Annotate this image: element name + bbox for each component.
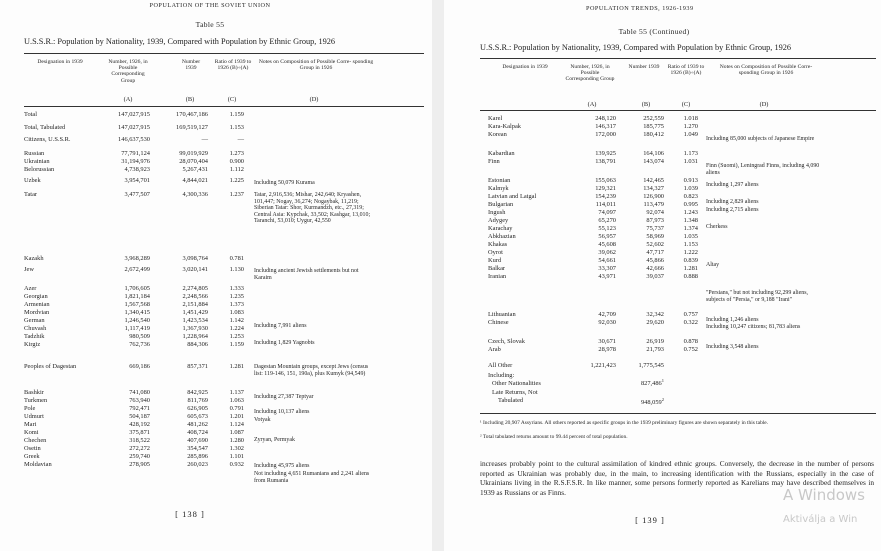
ratio-value: 0.791 xyxy=(229,405,244,412)
ratio-value: 1.101 xyxy=(229,453,244,460)
nationality-name: Komi xyxy=(24,429,39,436)
value-1939: 2,248,566 xyxy=(182,293,208,300)
col-letter-c: (C) xyxy=(227,96,237,103)
rule-top xyxy=(480,58,876,59)
ratio-value: 1.201 xyxy=(229,413,244,420)
value-1926: 138,791 xyxy=(595,158,616,165)
ratio-value: 1.173 xyxy=(683,150,698,157)
value-1939: 164,106 xyxy=(643,150,664,157)
rule-header xyxy=(24,106,424,107)
ratio-value: 1.273 xyxy=(229,150,244,157)
value-1926: 28,978 xyxy=(598,346,616,353)
page-number-left: [ 138 ] xyxy=(175,509,205,519)
value-1939: 1,451,429 xyxy=(182,309,208,316)
col-letter-d: (D) xyxy=(309,96,319,103)
value-1939: 4,844,021 xyxy=(182,177,208,184)
col-header-c: Ratio of 1939 to 1926 (B)÷(A) xyxy=(667,64,705,77)
ratio-value: 0.757 xyxy=(683,311,698,318)
value-1926: 4,738,923 xyxy=(124,166,150,173)
col-header-a: Number, 1926, in Possible Corresponding Group xyxy=(565,64,615,83)
nationality-name: Khakas xyxy=(488,241,508,248)
nationality-name: Abkhazian xyxy=(488,233,516,240)
nationality-name: Karachay xyxy=(488,225,513,232)
value-1926: 56,957 xyxy=(598,233,616,240)
value-1939: 5,267,431 xyxy=(182,166,208,173)
value-1939: 99,019,929 xyxy=(179,150,208,157)
col-letter-c: (C) xyxy=(681,101,691,108)
value-1926: 3,954,701 xyxy=(124,177,150,184)
page-number-right: [ 139 ] xyxy=(635,515,665,525)
value-1926: 77,791,124 xyxy=(121,150,150,157)
nationality-name: Chinese xyxy=(488,319,509,326)
value-1926: 1,340,415 xyxy=(124,309,150,316)
value-1926: 428,192 xyxy=(129,421,150,428)
rule-header xyxy=(480,110,876,111)
page-gutter xyxy=(432,0,444,551)
ratio-value: 0.900 xyxy=(229,158,244,165)
note-oyrot: Altay xyxy=(706,262,720,268)
ratio-value: 1.243 xyxy=(683,209,698,216)
value-1926: 92,030 xyxy=(598,319,616,326)
value-1926: 39,062 xyxy=(598,249,616,256)
value-1926: 114,011 xyxy=(595,201,616,208)
ratio-value: 1.159 xyxy=(229,341,244,348)
nationality-name: Russian xyxy=(24,150,45,157)
ratio-value: 1.373 xyxy=(229,301,244,308)
ratio-value: 0.913 xyxy=(683,177,698,184)
value-1926: 3,477,507 xyxy=(124,191,150,198)
nationality-name: Osetin xyxy=(24,445,41,452)
right-page xyxy=(444,0,881,551)
value-1939: 143,074 xyxy=(643,158,664,165)
value-1926: 30,671 xyxy=(598,338,616,345)
value-1939: 180,412 xyxy=(643,131,664,138)
nationality-name: Latvian and Latgal xyxy=(488,193,537,200)
col-header-designation: Designation in 1939 xyxy=(502,64,548,70)
nationality-name: Kalmyk xyxy=(488,185,509,192)
nationality-name: Ingush xyxy=(488,209,506,216)
value-1939: 126,900 xyxy=(643,193,664,200)
nationality-name: Finn xyxy=(488,158,500,165)
value-1926: 1,117,419 xyxy=(124,325,150,332)
ratio-value: 1.130 xyxy=(229,266,244,273)
ratio-value: 1.087 xyxy=(229,429,244,436)
ratio-value: 1.063 xyxy=(229,397,244,404)
ratio-value: 0.781 xyxy=(229,255,244,262)
ratio-value: 0.839 xyxy=(683,257,698,264)
value-1926: 1,246,540 xyxy=(124,317,150,324)
ratio-value: 0.823 xyxy=(683,193,698,200)
value-1939: 354,547 xyxy=(187,445,208,452)
value-1926: 375,871 xyxy=(129,429,150,436)
ratio-value: 1.035 xyxy=(683,233,698,240)
ratio-value: 1.222 xyxy=(683,249,698,256)
ratio-value: 0.995 xyxy=(683,201,698,208)
note-tatar: Tatar, 2,916,536; Mishar, 242,640; Kryashen, 101,447; Nogay, 36,274; Nogaybak, 11,219; Siberian Tatar: Shor, Kurmandzh, etc., 27,319; Central Asia: Kypchak, 33,502; Kashgar, 13,010; Taranchi, 53,010; Uygur, 42,550 xyxy=(254,192,371,225)
ratio-value: 1.280 xyxy=(229,437,244,444)
ratio-value: 1.253 xyxy=(229,333,244,340)
note-czech: Including 3,548 aliens xyxy=(706,344,759,350)
nationality-name: Chuvash xyxy=(24,325,47,332)
value-1926: 741,080 xyxy=(129,389,150,396)
table-caption: U.S.S.R.: Population by Nationality, 1939, Compared with Population by Ethnic Group, 1926 xyxy=(480,43,792,52)
nationality-name: Korean xyxy=(488,131,507,138)
value-1939: 1,423,534 xyxy=(182,317,208,324)
value-1926: 763,940 xyxy=(129,397,150,404)
value-1939: 2,151,884 xyxy=(182,301,208,308)
ratio-value: 1.281 xyxy=(683,265,698,272)
ratio-value: 1.348 xyxy=(683,217,698,224)
value-1926: 504,187 xyxy=(129,413,150,420)
nationality-name: Iranian xyxy=(488,273,507,280)
rule-bottom xyxy=(480,413,876,414)
value-1926: 980,509 xyxy=(129,333,150,340)
sub-other-nationalities-b: 827,486$^1$ xyxy=(640,377,664,387)
value-1926: 272,272 xyxy=(129,445,150,452)
ratio-value: 1.031 xyxy=(683,158,698,165)
ratio-value: 0.932 xyxy=(229,461,244,468)
nationality-name: Kurd xyxy=(488,257,502,264)
value-1926: 146,637,530 xyxy=(118,136,150,143)
ratio-value: 1.235 xyxy=(229,293,244,300)
nationality-name: Armenian xyxy=(24,301,50,308)
nationality-name: Kara-Kalpak xyxy=(488,123,521,130)
note-pole: Including 10,137 aliens xyxy=(254,409,310,415)
nationality-name: Mari xyxy=(24,421,37,428)
value-1926: 2,672,499 xyxy=(124,266,150,273)
value-1939: 842,925 xyxy=(187,389,208,396)
note-latvian: Including 2,829 aliens xyxy=(706,199,759,205)
nationality-name: Tatar xyxy=(24,191,38,198)
value-1939: 857,371 xyxy=(187,363,208,370)
value-1939: 42,666 xyxy=(646,265,664,272)
note-bulgarian: Including 2,715 aliens xyxy=(706,207,759,213)
value-1926: 129,321 xyxy=(595,185,616,192)
ratio-value: 1.159 xyxy=(229,111,244,118)
ratio-value: 1.112 xyxy=(229,166,244,173)
note-greek: Including 45,975 aliens xyxy=(254,463,310,469)
note-komi: Zyryan, Permyak xyxy=(254,437,295,443)
windows-activation-watermark-text: Aktiválja a Win xyxy=(783,514,858,525)
value-1926: 33,307 xyxy=(598,265,616,272)
nationality-name: All Other xyxy=(488,362,513,369)
value-1926: 43,971 xyxy=(598,273,616,280)
value-1939: — xyxy=(201,136,208,143)
value-1939: 605,673 xyxy=(187,413,208,420)
value-1926: 74,097 xyxy=(598,209,616,216)
note-udmurt: Votyak xyxy=(254,417,271,423)
col-header-a: Number, 1926, in Possible Corresponding Group xyxy=(108,59,148,84)
ratio-value: 1.333 xyxy=(229,285,244,292)
note-chinese: Including 10,247 citizens; 81,783 aliens xyxy=(706,324,801,330)
nationality-name: Kabardian xyxy=(488,150,515,157)
value-1939: 884,306 xyxy=(187,341,208,348)
nationality-name: Kirgiz xyxy=(24,341,41,348)
body-paragraph: increases probably point to the cultural assimilation of kindred ethnic groups. Conversely, the decrease in the number of persons reported as Ukrainian was probably due, in the main, to increasing identification with the Russians, especially in the case of Ukrainians living in the R.S.F.S.R. In like manner, some persons formerly reported as Karelians may have described themselves in 1939 as Russians or as Finns. xyxy=(480,459,874,497)
value-1939: 1,228,964 xyxy=(182,333,208,340)
nationality-name: Citizens, U.S.S.R. xyxy=(24,136,71,143)
note-estonian: Including 1,297 aliens xyxy=(706,182,759,188)
value-1939: 185,775 xyxy=(643,123,664,130)
value-1926: 139,925 xyxy=(595,150,616,157)
value-1939: 252,559 xyxy=(643,115,664,122)
value-1926: 146,317 xyxy=(595,123,616,130)
note-dagestan: Dagestan Mountain groups, except Jews (census list: 119-146, 151, 190a), plus Kumyk (94,549) xyxy=(254,364,369,377)
value-1926: 259,740 xyxy=(129,453,150,460)
value-1939: 1,367,930 xyxy=(182,325,208,332)
value-1939: 4,300,336 xyxy=(182,191,208,198)
value-1926: 1,567,568 xyxy=(124,301,150,308)
value-1939: 134,327 xyxy=(643,185,664,192)
value-1939: 75,737 xyxy=(646,225,664,232)
col-header-d: Notes on Composition of Possible Corre- sponding Group in 1926 xyxy=(719,64,813,77)
footnote-2: ² Total tabulated returns amount to 99.44 percent of total population. xyxy=(480,434,628,440)
nationality-name: Georgian xyxy=(24,293,48,300)
note-tadzhik: Including 1,829 Yagnobts xyxy=(254,340,315,346)
running-head: POPULATION TRENDS, 1926-1939 xyxy=(586,5,694,12)
value-1939: 52,602 xyxy=(646,241,664,248)
value-1926: 54,661 xyxy=(598,257,616,264)
nationality-name: Belorussian xyxy=(24,166,55,173)
value-1939: 58,969 xyxy=(646,233,664,240)
note-german: Including 7,991 aliens xyxy=(254,323,307,329)
footnote-1: ¹ Including 20,907 Assyrians. All others reported as specific groups in the 1939 preliminary figures are shown separately in this table. xyxy=(480,420,769,426)
nationality-name: Mordvian xyxy=(24,309,50,316)
col-letter-a: (A) xyxy=(123,96,133,103)
ratio-value: — xyxy=(237,136,244,143)
value-1939: 260,023 xyxy=(187,461,208,468)
nationality-name: Greek xyxy=(24,453,40,460)
nationality-name: Arab xyxy=(488,346,501,353)
value-1939: 3,098,764 xyxy=(182,255,208,262)
value-1939: 47,717 xyxy=(646,249,664,256)
value-1939: 28,070,404 xyxy=(179,158,208,165)
ratio-value: 1.018 xyxy=(683,115,698,122)
ratio-value: 1.142 xyxy=(229,317,244,324)
sub-other-nationalities: Other Nationalities xyxy=(492,380,541,387)
value-1926: 278,905 xyxy=(129,461,150,468)
note-jew: Including ancient Jewish settlements but not Karaim xyxy=(254,268,359,281)
nationality-name: Balkar xyxy=(488,265,506,272)
value-1939: 1,775,545 xyxy=(638,362,664,369)
sub-tabulated-b: 948,059$^2$ xyxy=(640,396,664,406)
value-1939: 29,620 xyxy=(646,319,664,326)
note-lithuanian: Including 1,246 aliens xyxy=(706,317,759,323)
col-header-b: Number 1939 xyxy=(181,59,201,72)
ratio-value: 0.322 xyxy=(683,319,698,326)
ratio-value: 1.049 xyxy=(683,131,698,138)
value-1939: 811,769 xyxy=(187,397,208,404)
rule-top xyxy=(24,53,424,54)
nationality-name: Ukrainian xyxy=(24,158,50,165)
nationality-name: Moldavian xyxy=(24,461,52,468)
ratio-value: 0.888 xyxy=(683,273,698,280)
value-1939: 170,467,186 xyxy=(176,111,208,118)
ratio-value: 1.237 xyxy=(229,191,244,198)
ratio-value: 1.153 xyxy=(229,124,244,131)
nationality-name: Uzbek xyxy=(24,177,41,184)
ratio-value: 1.270 xyxy=(683,123,698,130)
nationality-name: Udmurt xyxy=(24,413,44,420)
value-1926: 1,706,605 xyxy=(124,285,150,292)
value-1926: 155,063 xyxy=(595,177,616,184)
value-1939: 285,896 xyxy=(187,453,208,460)
value-1926: 792,471 xyxy=(129,405,150,412)
value-1939: 45,866 xyxy=(646,257,664,264)
ratio-value: 1.137 xyxy=(229,389,244,396)
ratio-value: 1.124 xyxy=(229,421,244,428)
value-1939: 113,479 xyxy=(643,201,664,208)
value-1926: 147,027,915 xyxy=(118,111,150,118)
ratio-value: 0.878 xyxy=(683,338,698,345)
col-letter-a: (A) xyxy=(587,101,597,108)
col-header-d: Notes on Composition of Possible Corre- sponding Group in 1926 xyxy=(258,59,374,72)
ratio-value: 0.752 xyxy=(683,346,698,353)
value-1926: 318,522 xyxy=(129,437,150,444)
col-letter-b: (B) xyxy=(641,101,651,108)
value-1926: 172,000 xyxy=(595,131,616,138)
nationality-name: Jew xyxy=(24,266,34,273)
sub-tabulated: Tabulated xyxy=(498,397,524,404)
ratio-value: 1.083 xyxy=(229,309,244,316)
col-letter-b: (B) xyxy=(185,96,195,103)
value-1939: 142,465 xyxy=(643,177,664,184)
sub-including: Including: xyxy=(488,372,515,379)
value-1926: 1,221,423 xyxy=(590,362,616,369)
value-1939: 39,037 xyxy=(646,273,664,280)
table-number: Table 55 xyxy=(195,20,225,29)
note-bashkir: Including 27,387 Teptyar xyxy=(254,394,314,400)
value-1939: 92,074 xyxy=(646,209,664,216)
table-caption: U.S.S.R.: Population by Nationality, 1939, Compared with Population by Ethnic Group, 1926 xyxy=(24,37,336,46)
col-letter-d: (D) xyxy=(759,101,769,108)
note-finn: Finn (Suomi), Leningrad Finns, including 4,090 aliens xyxy=(706,163,820,176)
value-1926: 669,186 xyxy=(129,363,150,370)
nationality-name: Chechen xyxy=(24,437,47,444)
nationality-name: Lithuanian xyxy=(488,311,516,318)
value-1926: 762,736 xyxy=(129,341,150,348)
value-1939: 626,905 xyxy=(187,405,208,412)
note-adygey: Cherkess xyxy=(706,224,728,230)
value-1939: 32,342 xyxy=(646,311,664,318)
ratio-value: 1.374 xyxy=(683,225,698,232)
nationality-name: Karel xyxy=(488,115,503,122)
value-1939: 407,690 xyxy=(187,437,208,444)
ratio-value: 1.302 xyxy=(229,445,244,452)
running-head: POPULATION OF THE SOVIET UNION xyxy=(149,2,271,9)
ratio-value: 1.153 xyxy=(683,241,698,248)
value-1939: 26,919 xyxy=(646,338,664,345)
value-1939: 2,274,805 xyxy=(182,285,208,292)
value-1939: 169,519,127 xyxy=(176,124,208,131)
nationality-name: Oyrot xyxy=(488,249,503,256)
value-1926: 147,027,915 xyxy=(118,124,150,131)
value-1926: 42,709 xyxy=(598,311,616,318)
left-page xyxy=(0,0,432,551)
nationality-name: Tadzhik xyxy=(24,333,45,340)
col-header-c: Ratio of 1939 to 1926 (B)÷(A) xyxy=(214,59,252,72)
nationality-name: Total, Tabulated xyxy=(24,124,66,131)
nationality-name: Peoples of Dagestan xyxy=(24,363,77,370)
value-1939: 481,262 xyxy=(187,421,208,428)
value-1939: 3,020,141 xyxy=(182,266,208,273)
note-uzbek: Including 50,079 Kurama xyxy=(254,180,315,186)
value-1939: 87,973 xyxy=(646,217,664,224)
nationality-name: Bulgarian xyxy=(488,201,514,208)
nationality-name: German xyxy=(24,317,45,324)
value-1926: 31,194,976 xyxy=(121,158,150,165)
nationality-name: Turkmen xyxy=(24,397,48,404)
nationality-name: Estonian xyxy=(488,177,511,184)
note-iranian: "Persians," but not including 92,299 aliens, subjects of "Persia," or 9,188 "Irani" xyxy=(706,290,808,303)
ratio-value: 1.225 xyxy=(229,177,244,184)
nationality-name: Pole xyxy=(24,405,36,412)
value-1926: 248,120 xyxy=(595,115,616,122)
value-1926: 154,239 xyxy=(595,193,616,200)
note-korean: Including 85,000 subjects of Japanese Empire xyxy=(706,136,815,142)
value-1926: 65,270 xyxy=(598,217,616,224)
nationality-name: Total xyxy=(24,111,38,118)
value-1926: 1,821,184 xyxy=(124,293,150,300)
col-header-designation: Designation in 1939 xyxy=(37,59,83,65)
nationality-name: Azer xyxy=(24,285,37,292)
ratio-value: 1.281 xyxy=(229,363,244,370)
nationality-name: Czech, Slovak xyxy=(488,338,525,345)
value-1926: 45,608 xyxy=(598,241,616,248)
value-1926: 3,968,289 xyxy=(124,255,150,262)
sub-late-returns: Late Returns, Not xyxy=(492,389,538,396)
value-1926: 55,123 xyxy=(598,225,616,232)
ratio-value: 1.224 xyxy=(229,325,244,332)
note-moldavian: Not including 4,651 Rumanians and 2,241 aliens from Rumania xyxy=(254,471,370,484)
col-header-b: Number 1939 xyxy=(628,64,660,70)
nationality-name: Bashkir xyxy=(24,389,44,396)
ratio-value: 1.039 xyxy=(683,185,698,192)
table-number: Table 55 (Continued) xyxy=(618,27,690,36)
nationality-name: Kazakh xyxy=(24,255,44,262)
value-1939: 21,793 xyxy=(646,346,664,353)
nationality-name: Adygey xyxy=(488,217,509,224)
windows-activation-watermark-title: A Windows xyxy=(783,486,865,504)
value-1939: 408,724 xyxy=(187,429,208,436)
